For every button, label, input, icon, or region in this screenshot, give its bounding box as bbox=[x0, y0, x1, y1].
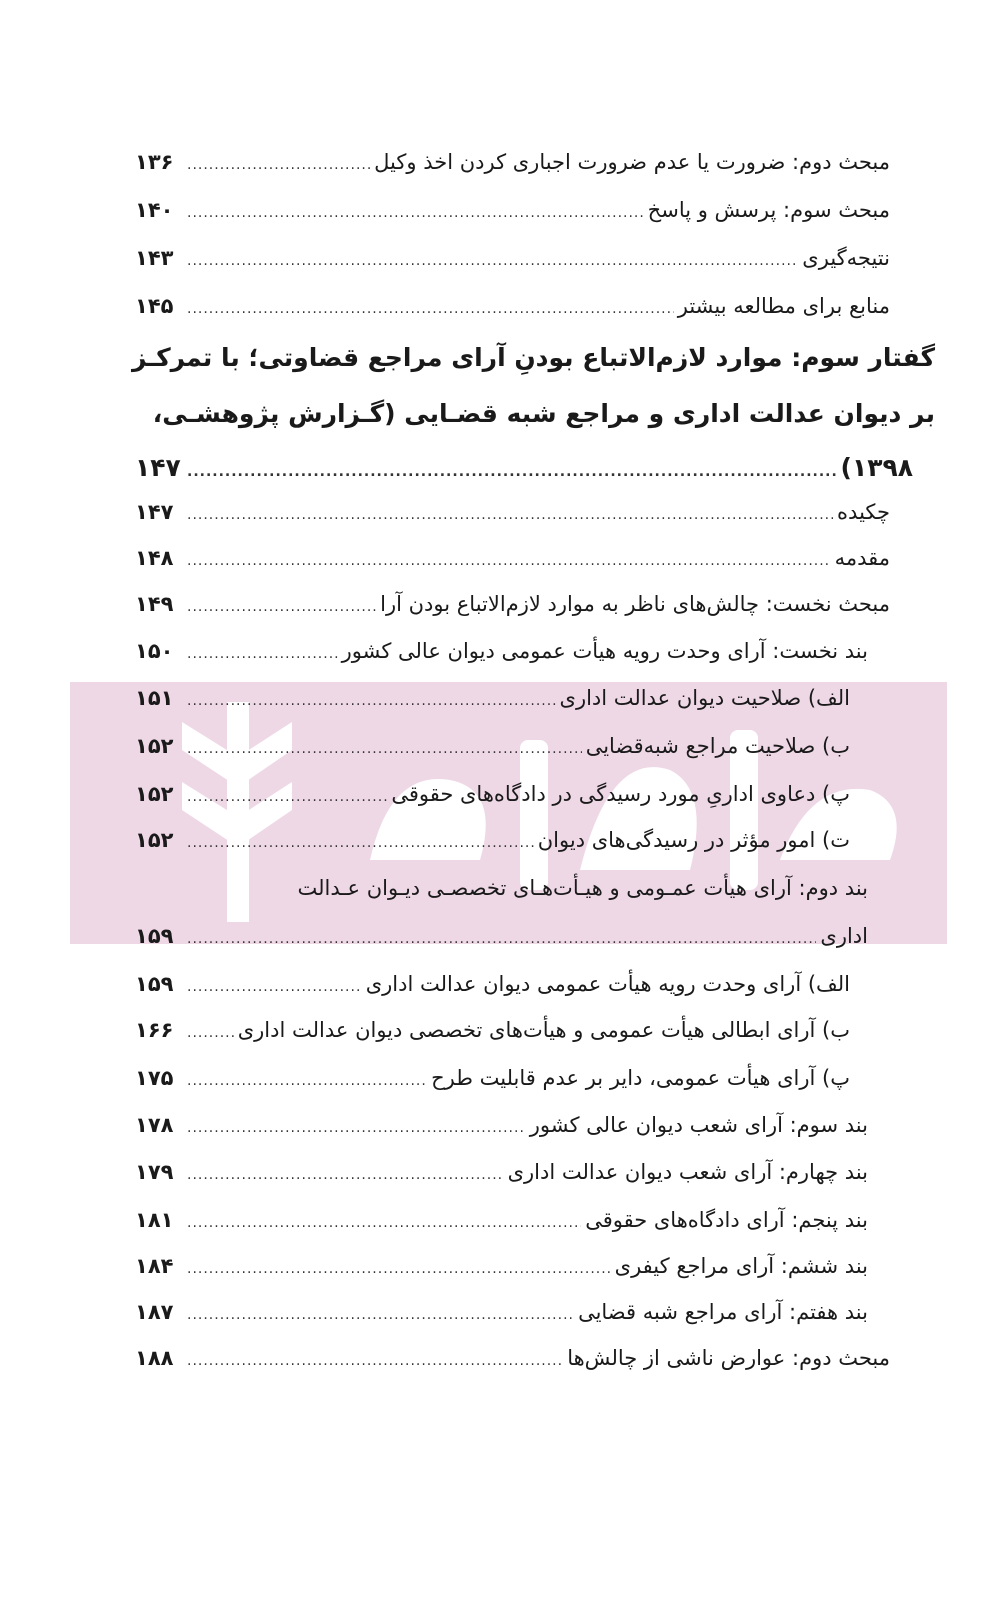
toc-entry-page: ۱۶۶ bbox=[135, 1018, 174, 1042]
toc-entry-page: ۱۵۲ bbox=[135, 828, 174, 852]
leader-dots bbox=[187, 679, 556, 723]
toc-entry-title: مبحث دوم: ضرورت یا عدم ضرورت اجباری کردن اخذ وکیل bbox=[374, 150, 890, 174]
toc-entry bbox=[135, 914, 868, 958]
toc-entry bbox=[135, 629, 868, 673]
toc-entry-title: اداری bbox=[820, 924, 868, 948]
toc-entry-page: ۱۴۳ bbox=[135, 246, 174, 270]
toc-entry bbox=[135, 1336, 890, 1380]
leader-dots bbox=[187, 1011, 234, 1055]
toc-entry-title: بند نخست: آرای وحدت رویه هیأت عمومی دیوان عالی کشور bbox=[341, 639, 868, 663]
toc-entry bbox=[135, 188, 890, 232]
leader-dots bbox=[187, 917, 816, 961]
toc-entry bbox=[135, 1056, 850, 1100]
toc-entry-page: ۱۴۵ bbox=[135, 294, 174, 318]
toc-entry-title: بند پنجم: آرای دادگاه‌های حقوقی bbox=[585, 1208, 868, 1232]
toc-entry-title: بند ششم: آرای مراجع کیفری bbox=[614, 1254, 868, 1278]
toc-entry bbox=[135, 490, 890, 534]
leader-dots bbox=[187, 965, 362, 1009]
leader-dots bbox=[187, 1059, 427, 1103]
leader-dots bbox=[187, 239, 798, 283]
toc-entry bbox=[135, 772, 850, 816]
toc-entry-title: مبحث نخست: چالش‌های ناظر به موارد لازم‌الاتباع بودن آرا bbox=[380, 592, 890, 616]
toc-entry-title: منابع برای مطالعه بیشتر bbox=[677, 294, 890, 318]
toc-entry bbox=[135, 536, 890, 580]
toc-entry-title: چکیده bbox=[837, 500, 890, 524]
leader-dots bbox=[187, 632, 338, 676]
toc-entry-title: بند چهارم: آرای شعب دیوان عدالت اداری bbox=[507, 1160, 868, 1184]
toc-entry bbox=[135, 1008, 850, 1052]
toc-entry bbox=[135, 1244, 868, 1288]
toc-entry-title: الف) صلاحیت دیوان عدالت اداری bbox=[559, 686, 850, 710]
toc-entry-title: پ) دعاوی اداریِ مورد رسیدگی در دادگاه‌های حقوقی bbox=[391, 782, 850, 806]
leader-dots bbox=[187, 143, 370, 187]
toc-entry-page: ۱۳۶ bbox=[135, 150, 174, 174]
chapter-heading-line: بر دیوان عدالت اداری و مراجع شبه قضـایی (گـزارش پژوهشـی، bbox=[152, 399, 935, 428]
toc-entry bbox=[135, 1198, 868, 1242]
toc-entry-page: ۱۵۱ bbox=[135, 686, 174, 710]
toc-entry-page: ۱۵۲ bbox=[135, 734, 174, 758]
toc-entry-page: ۱۴۰ bbox=[135, 198, 174, 222]
toc-entry bbox=[135, 284, 890, 328]
chapter-heading-last-line bbox=[135, 440, 913, 496]
leader-dots bbox=[187, 775, 387, 819]
toc-entry-title: مبحث سوم: پرسش و پاسخ bbox=[647, 198, 890, 222]
leader-dots bbox=[187, 1339, 563, 1383]
toc-entry-page: ۱۸۷ bbox=[135, 1300, 174, 1324]
toc-entry-page: ۱۴۹ bbox=[135, 592, 174, 616]
toc-entry-page: ۱۷۸ bbox=[135, 1113, 174, 1137]
toc-entry bbox=[135, 724, 850, 768]
leader-dots bbox=[187, 1247, 611, 1291]
leader-dots bbox=[187, 493, 833, 537]
toc-entry-page: ۱۸۴ bbox=[135, 1254, 174, 1278]
toc-entry-title-line: بند دوم: آرای هیأت عمـومی و هیـأت‌هـای تخصصـی دیـوان عـدالت bbox=[297, 876, 868, 900]
toc-entry-page: ۱۸۸ bbox=[135, 1346, 174, 1370]
toc-entry-title: مبحث دوم: عوارض ناشی از چالش‌ها bbox=[567, 1346, 890, 1370]
chapter-heading-line: ۱۳۹۸) bbox=[840, 453, 913, 482]
toc-entry bbox=[135, 962, 850, 1006]
toc-entry-page: ۱۵۲ bbox=[135, 782, 174, 806]
toc-entry-title: الف) آرای وحدت رویه هیأت عمومی دیوان عدالت اداری bbox=[365, 972, 850, 996]
leader-dots bbox=[187, 727, 582, 771]
leader-dots bbox=[187, 1293, 574, 1337]
toc-entry-title: ب) صلاحیت مراجع شبه‌قضایی bbox=[585, 734, 850, 758]
toc-entry-page: ۱۵۹ bbox=[135, 924, 174, 948]
chapter-heading bbox=[65, 330, 935, 442]
leader-dots bbox=[187, 821, 534, 865]
toc-entry-title: بند هفتم: آرای مراجع شبه قضایی bbox=[578, 1300, 868, 1324]
toc-entry bbox=[135, 1290, 868, 1334]
toc-entry-page: ۱۴۷ bbox=[135, 500, 174, 524]
toc-entry-page: ۱۵۹ bbox=[135, 972, 174, 996]
chapter-heading-line: گفتار سوم: موارد لازم‌الاتباع بودنِ آرای مراجع قضاوتی؛ با تمرکـز bbox=[131, 343, 935, 372]
toc-entry-title: مقدمه bbox=[834, 546, 890, 570]
toc-entry-page: ۱۵۰ bbox=[135, 639, 174, 663]
toc-entry-page: ۱۷۹ bbox=[135, 1160, 174, 1184]
leader-dots bbox=[187, 1106, 526, 1150]
leader-dots bbox=[187, 585, 376, 629]
leader-dots bbox=[187, 191, 644, 235]
leader-dots bbox=[187, 1201, 581, 1245]
toc-entry-title: نتیجه‌گیری bbox=[802, 246, 890, 270]
toc-entry-title: بند سوم: آرای شعب دیوان عالی کشور bbox=[529, 1113, 868, 1137]
toc-entry bbox=[135, 1103, 868, 1147]
toc-entry bbox=[135, 140, 890, 184]
toc-entry bbox=[135, 818, 850, 862]
leader-dots bbox=[187, 1153, 504, 1197]
toc-entry-page: ۱۸۱ bbox=[135, 1208, 174, 1232]
toc-entry-title: پ) آرای هیأت عمومی، دایر بر عدم قابلیت طرح bbox=[431, 1066, 850, 1090]
toc-entry-page: ۱۷۵ bbox=[135, 1066, 174, 1090]
toc-entry-title: ب) آرای ابطالی هیأت عمومی و هیأت‌های تخصصی دیوان عدالت اداری bbox=[237, 1018, 850, 1042]
toc-entry bbox=[135, 236, 890, 280]
toc-entry-page: ۱۴۷ bbox=[135, 453, 181, 482]
toc-entry-page: ۱۴۸ bbox=[135, 546, 174, 570]
toc-entry bbox=[135, 676, 850, 720]
toc-entry bbox=[135, 1150, 868, 1194]
toc-entry bbox=[135, 582, 890, 626]
toc-entry-title: ت) امور مؤثر در رسیدگی‌های دیوان bbox=[537, 828, 850, 852]
leader-dots bbox=[187, 539, 831, 583]
leader-dots bbox=[187, 287, 674, 331]
